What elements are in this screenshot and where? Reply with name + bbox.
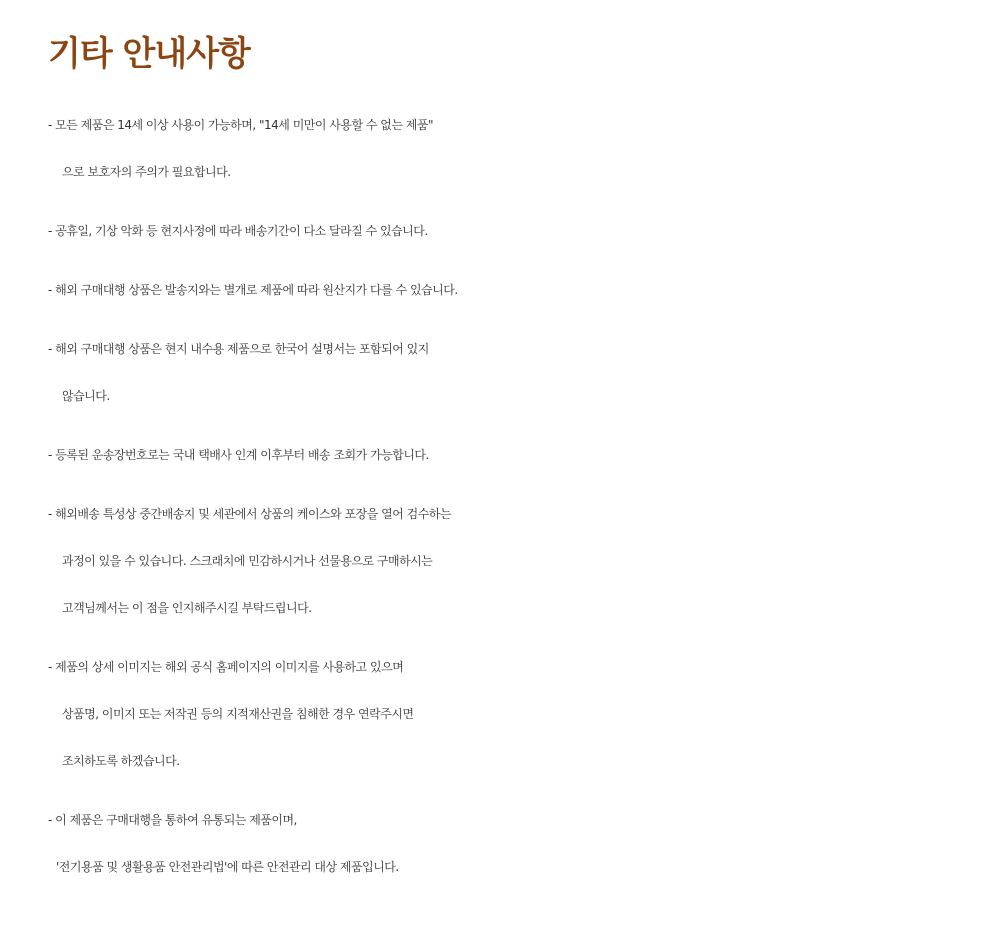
notice-line: - 해외 구매대행 상품은 발송지와는 별개로 제품에 따라 원산지가 다를 수 있습니다.	[48, 283, 458, 297]
notice-list	[48, 102, 1000, 891]
notice-line: - 모든 제품은 14세 이상 사용이 가능하며, "14세 미만이 사용할 수 없는 제품"	[48, 118, 433, 132]
notice-item-images	[48, 644, 1000, 785]
notice-line: - 등록된 운송장번호로는 국내 택배사 인계 이후부터 배송 조회가 가능합니다.	[48, 448, 429, 462]
notice-line: - 이 제품은 구매대행을 통하여 유통되는 제품이며,	[48, 813, 297, 827]
notice-line: '전기용품 및 생활용품 안전관리법'에 따른 안전관리 대상 제품입니다.	[56, 860, 399, 874]
section-title: 기타 안내사항	[48, 34, 250, 74]
notice-line: 조치하도록 하겠습니다.	[62, 754, 180, 768]
notice-item-safety	[48, 797, 1000, 891]
notice-item-tracking	[48, 432, 1000, 479]
notice-item-customs	[48, 491, 1000, 632]
notice-line: 고객님께서는 이 점을 인지해주시길 부탁드립니다.	[62, 601, 312, 615]
notice-line: 과정이 있을 수 있습니다. 스크래치에 민감하시거나 선물용으로 구매하시는	[62, 554, 433, 568]
notice-line: 않습니다.	[62, 389, 110, 403]
notice-line: - 공휴일, 기상 악화 등 현지사정에 따라 배송기간이 다소 달라질 수 있습니다.	[48, 224, 428, 238]
notice-line: - 해외 구매대행 상품은 현지 내수용 제품으로 한국어 설명서는 포함되어 있지	[48, 342, 429, 356]
notice-item-shipping-delay	[48, 208, 1000, 255]
notice-item-manual	[48, 326, 1000, 420]
notice-line: 상품명, 이미지 또는 저작권 등의 지적재산권을 침해한 경우 연락주시면	[62, 707, 414, 721]
notice-line: - 제품의 상세 이미지는 해외 공식 홈페이지의 이미지를 사용하고 있으며	[48, 660, 404, 674]
notice-item-age	[48, 102, 1000, 196]
notice-item-origin	[48, 267, 1000, 314]
notice-line: - 해외배송 특성상 중간배송지 및 세관에서 상품의 케이스와 포장을 열어 검수하는	[48, 507, 452, 521]
notice-line: 으로 보호자의 주의가 필요합니다.	[62, 165, 231, 179]
